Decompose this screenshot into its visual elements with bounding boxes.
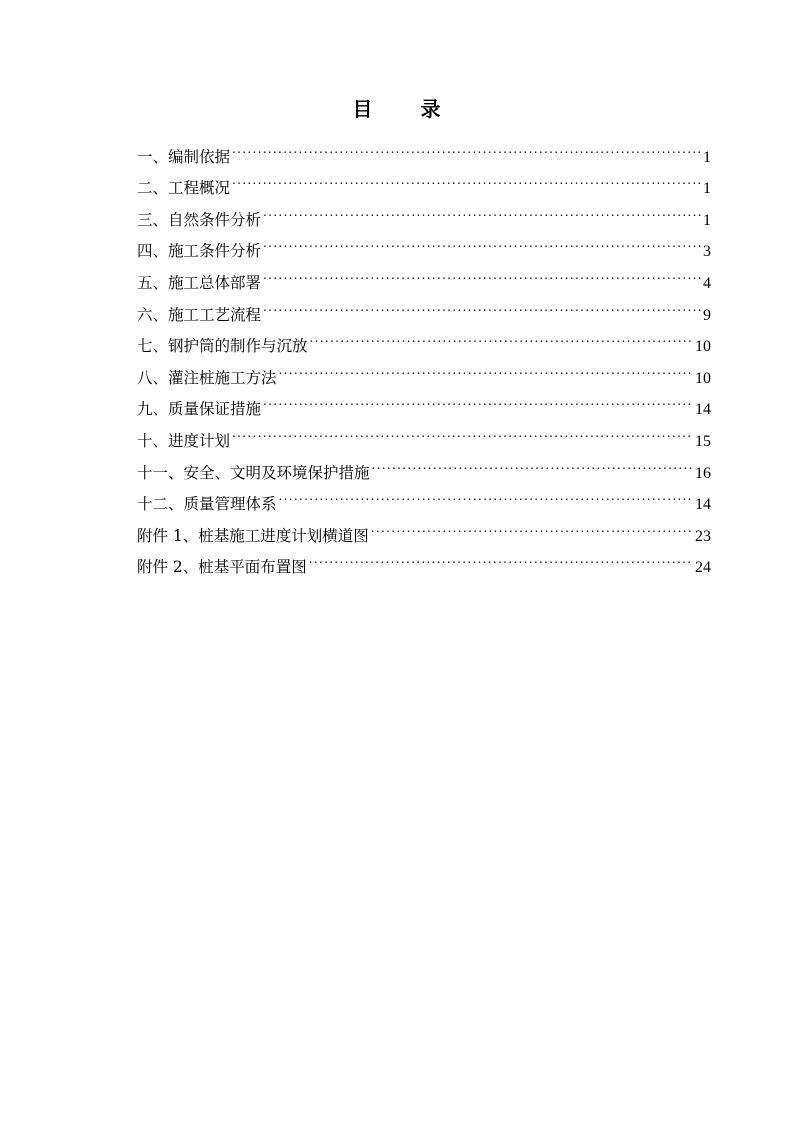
toc-title-left: 目 (352, 97, 373, 121)
toc-entry-page: 14 (695, 496, 711, 514)
toc-dot-leader (279, 351, 693, 383)
toc-entry-page: 10 (695, 369, 711, 387)
toc-dot-leader (263, 193, 701, 225)
toc-entry-label: 一、编制依据 (137, 147, 231, 166)
toc-title-right: 录 (420, 97, 441, 121)
toc-entry-label: 附件 1、桩基施工进度计划横道图 (137, 526, 369, 545)
toc-entry-page: 16 (695, 464, 711, 482)
toc-entry-page: 10 (695, 338, 711, 356)
toc-entry-page: 24 (695, 559, 711, 577)
toc-entry-page: 14 (695, 401, 711, 419)
toc-dot-leader (263, 225, 701, 257)
toc-entry-page: 1 (703, 211, 711, 229)
toc-entry-label: 六、施工工艺流程 (137, 305, 262, 324)
toc-dot-leader (232, 162, 701, 194)
toc-title (0, 95, 793, 123)
toc-entry-label: 三、自然条件分析 (137, 210, 262, 229)
toc-entry-page: 1 (703, 180, 711, 198)
toc-entry-label: 十、进度计划 (137, 431, 231, 450)
toc-dot-leader (310, 320, 693, 352)
toc-entry-label: 七、钢护筒的制作与沉放 (137, 337, 308, 356)
toc-entry-page: 9 (703, 306, 711, 324)
toc-entry-label: 二、工程概况 (137, 179, 231, 198)
toc-entry-page: 1 (703, 148, 711, 166)
toc-entry-page: 4 (703, 274, 711, 292)
toc-dot-leader (371, 509, 693, 541)
toc-entry-label: 五、施工总体部署 (137, 273, 262, 292)
toc-entry-page: 23 (695, 527, 711, 545)
toc-entry-page: 15 (695, 432, 711, 450)
toc-entry-label: 九、质量保证措施 (137, 400, 262, 419)
toc-dot-leader (372, 446, 693, 478)
toc-dot-leader (232, 414, 693, 446)
toc-entry-label: 四、施工条件分析 (137, 242, 262, 261)
toc-entry[interactable] (137, 130, 711, 166)
toc-entry-label: 八、灌注桩施工方法 (137, 368, 277, 387)
toc-list (137, 130, 711, 577)
toc-dot-leader (263, 288, 701, 320)
toc-dot-leader (309, 541, 693, 573)
toc-entry-page: 3 (703, 243, 711, 261)
toc-entry-label: 附件 2、桩基平面布置图 (137, 558, 307, 577)
toc-dot-leader (263, 383, 693, 415)
toc-entry-label: 十二、质量管理体系 (137, 495, 277, 514)
toc-entry-label: 十一、安全、文明及环境保护措施 (137, 463, 370, 482)
toc-dot-leader (279, 478, 693, 510)
toc-dot-leader (232, 130, 701, 162)
toc-dot-leader (263, 256, 701, 288)
